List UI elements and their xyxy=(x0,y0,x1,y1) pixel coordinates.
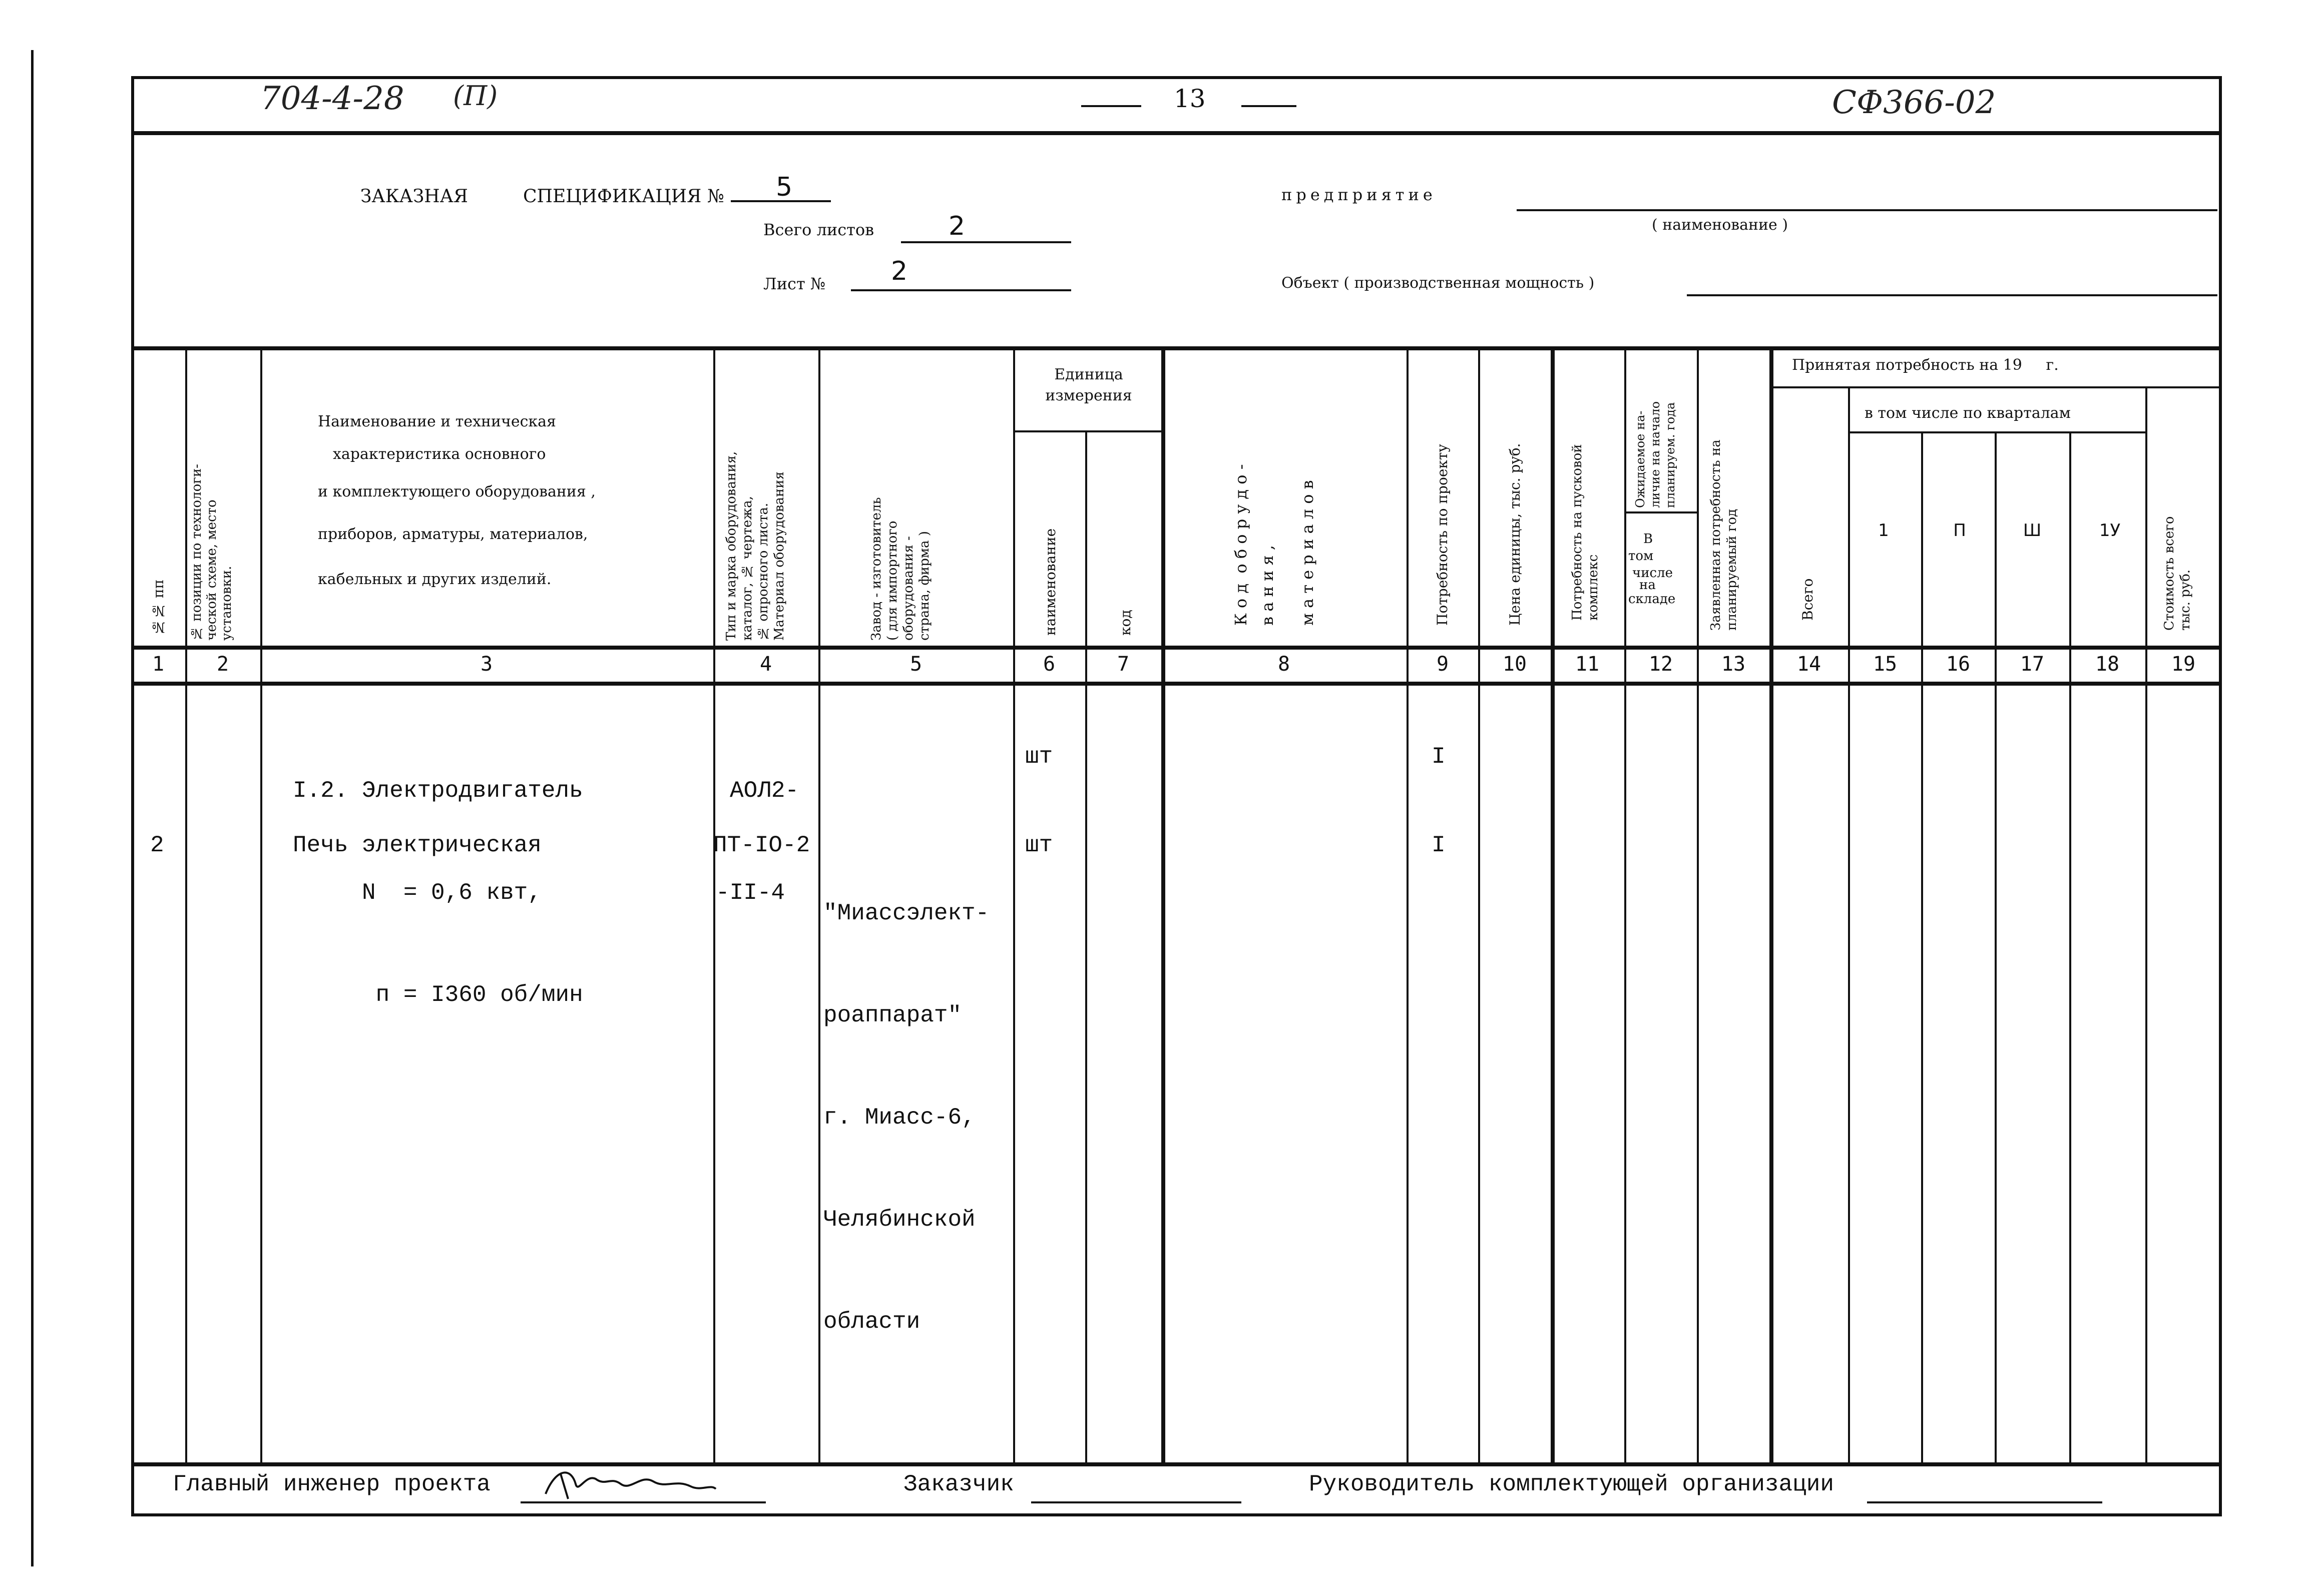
col-number-11: 11 xyxy=(1575,653,1600,676)
column-number-top-line xyxy=(131,646,2222,650)
col-header-12-top: Ожидаемое на- личие на начало планируем. года xyxy=(1633,401,1677,508)
row-1-name-line-3: п = I360 об/мин xyxy=(293,982,583,1008)
col-header-8a: К о д о б о р у д о - xyxy=(1231,464,1250,626)
c12-split-line xyxy=(1624,511,1697,513)
table-bottom-line xyxy=(131,1462,2222,1466)
col-header-19: Стоимость всего тыс. руб. xyxy=(2162,516,2193,631)
col-border-14 xyxy=(1848,386,1850,1464)
binding-margin-line xyxy=(31,50,34,1566)
col-number-3: 3 xyxy=(480,653,493,676)
customer-sign-line xyxy=(1031,1501,1241,1503)
row-2-maker-line-1: "Миассэлект- xyxy=(823,900,990,926)
total-sheets-label: Всего листов xyxy=(763,220,874,239)
total-sheets-value: 2 xyxy=(949,211,966,241)
col-border-6 xyxy=(1085,430,1087,1464)
col-header-3-line-5: кабельных и других изделий. xyxy=(318,571,552,588)
col-header-9: Потребность по проекту xyxy=(1434,444,1451,626)
col-border-10 xyxy=(1551,346,1555,1464)
c12-bottom-line-1: В xyxy=(1643,531,1653,547)
col-number-1: 1 xyxy=(152,653,165,676)
spec-number: 5 xyxy=(776,172,793,202)
col-number-5: 5 xyxy=(909,653,923,676)
col-header-3 xyxy=(318,398,596,603)
c12-bottom-line-2: том xyxy=(1628,549,1654,564)
col-number-7: 7 xyxy=(1117,653,1130,676)
col-number-8: 8 xyxy=(1277,653,1290,676)
col-header-12-bottom xyxy=(1628,530,1675,608)
supplier-head-sign-line xyxy=(1867,1501,2102,1503)
row-2-maker-line-3: г. Миасс-6, xyxy=(823,1105,976,1131)
c12-bottom-line-5: складе xyxy=(1628,592,1676,607)
c12-bottom-line-3: числе xyxy=(1632,566,1673,581)
col-header-3-line-3: и комплектующего оборудования , xyxy=(318,483,596,500)
col-header-5: Завод - изготовитель ( для импортного оборудования - страна, фирма ) xyxy=(869,497,932,641)
row-2-maker xyxy=(823,828,989,1373)
doc-code-right: СФ366-02 xyxy=(1832,84,1996,121)
col-number-16: 16 xyxy=(1946,653,1971,676)
col-border-1 xyxy=(185,346,187,1464)
table-top-line xyxy=(131,346,2222,350)
col-number-4: 4 xyxy=(759,653,772,676)
quarter-1-header: 1 xyxy=(1878,520,1889,541)
accepted-group-header: Принятая потребность на 19 г. xyxy=(1792,356,2059,374)
title-word: ЗАКАЗНАЯ xyxy=(360,186,468,207)
chief-engineer-label: Главный инженер проекта xyxy=(173,1471,491,1497)
supplier-head-label: Руководитель комплектующей организации xyxy=(1309,1471,1834,1497)
enterprise-label: предприятие xyxy=(1281,185,1437,204)
col-header-3-line-1: Наименование и техническая xyxy=(318,413,556,430)
page-number: 13 xyxy=(1174,84,1206,113)
row-2-qty: I xyxy=(1432,832,1446,858)
customer-label: Заказчик xyxy=(903,1471,1014,1497)
sheet-line xyxy=(851,289,1071,291)
doc-code-left: 704-4-28 xyxy=(260,80,404,117)
c12-bottom-line-4: на xyxy=(1639,578,1656,593)
row-2-maker-line-4: Челябинской xyxy=(823,1207,976,1233)
col-number-10: 10 xyxy=(1502,653,1527,676)
object-label: Объект ( производственная мощность ) xyxy=(1281,274,1595,292)
col-number-12: 12 xyxy=(1648,653,1673,676)
page-number-dash-right xyxy=(1241,105,1296,107)
quarter-4-header: 1У xyxy=(2099,520,2121,541)
col-header-3-line-4: приборов, арматуры, материалов, xyxy=(318,525,588,543)
col-number-15: 15 xyxy=(1873,653,1898,676)
quarter-2-header: П xyxy=(1953,520,1966,541)
total-sheets-line xyxy=(901,241,1071,243)
col-border-4 xyxy=(818,346,820,1464)
spec-label: СПЕЦИФИКАЦИЯ № xyxy=(523,186,724,207)
unit-group-line xyxy=(1013,430,1163,432)
col-border-17 xyxy=(2069,431,2071,1464)
col-border-12 xyxy=(1697,346,1699,1464)
quarters-group-line xyxy=(1848,431,2145,433)
col-header-8b: в а н и я , xyxy=(1258,545,1277,626)
col-border-2 xyxy=(260,346,262,1464)
col-border-5 xyxy=(1013,346,1015,1464)
col-header-10: Цена единицы, тыс. руб. xyxy=(1507,443,1523,626)
doc-code-left-suffix: (П) xyxy=(453,80,498,112)
row-2-maker-line-2: роаппарат" xyxy=(823,1002,962,1028)
row-2-unit: шт xyxy=(1025,832,1053,858)
unit-group-header xyxy=(1016,364,1161,406)
row-1-name xyxy=(293,706,583,1046)
col-header-2: № позиции по технологи- ческой схеме, место установки. xyxy=(189,464,234,641)
sheet-label: Лист № xyxy=(763,274,826,293)
col-border-3 xyxy=(713,346,715,1464)
row-1-unit: шт xyxy=(1025,744,1053,770)
col-border-9 xyxy=(1478,346,1480,1464)
row-1-qty: I xyxy=(1432,744,1446,770)
col-border-16 xyxy=(1995,431,1997,1464)
row-2-name: Печь электрическая xyxy=(293,832,542,858)
page-number-dash-left xyxy=(1081,105,1141,107)
col-border-13 xyxy=(1769,346,1773,1464)
col-header-14: Всего xyxy=(1799,578,1816,621)
object-line xyxy=(1687,294,2217,296)
unit-group-label: Единица измерения xyxy=(1045,366,1132,404)
col-number-18: 18 xyxy=(2095,653,2120,676)
row-1-name-line-2: N = 0,6 квт, xyxy=(293,880,542,906)
row-2-type: ПТ-IO-2 xyxy=(713,832,810,858)
col-border-18 xyxy=(2145,386,2147,1464)
sheet-value: 2 xyxy=(891,256,908,286)
col-header-8c: м а т е р и а л о в xyxy=(1298,480,1317,626)
chief-engineer-signature xyxy=(541,1464,721,1504)
quarter-3-header: Ш xyxy=(2023,520,2042,541)
col-border-7 xyxy=(1161,346,1165,1464)
column-number-bottom-line xyxy=(131,682,2222,686)
col-header-3-line-2: характеристика основного xyxy=(333,445,546,463)
row-1-name-line-1: I.2. Электродвигатель xyxy=(293,778,583,804)
col-border-8 xyxy=(1407,346,1409,1464)
col-header-11: Потребность на пусковой комплекс xyxy=(1570,444,1601,621)
col-number-19: 19 xyxy=(2171,653,2196,676)
col-number-9: 9 xyxy=(1436,653,1449,676)
stamp-row-divider xyxy=(131,131,2222,135)
col-header-7: код xyxy=(1117,610,1134,636)
col-number-2: 2 xyxy=(216,653,229,676)
accepted-group-line xyxy=(1769,386,2222,388)
enterprise-line xyxy=(1517,209,2217,211)
col-number-6: 6 xyxy=(1043,653,1056,676)
col-header-6: наименование xyxy=(1042,528,1059,636)
col-header-4: Тип и марка оборудования, каталог, № чертежа, № опросного листа. Материал оборудования xyxy=(724,451,787,641)
col-number-13: 13 xyxy=(1721,653,1746,676)
row-1-type-line-2: -II-4 xyxy=(716,880,785,906)
col-number-14: 14 xyxy=(1796,653,1821,676)
col-header-1: №№ пп xyxy=(150,579,167,636)
row-1-type-line-1: АОЛ2- xyxy=(730,778,799,804)
row-1-type xyxy=(716,706,799,944)
row-2-maker-line-5: области xyxy=(823,1309,920,1335)
spec-number-line xyxy=(731,200,831,202)
col-header-13: Заявленная потребность на планируемый год xyxy=(1708,439,1739,631)
col-border-11 xyxy=(1624,346,1626,1464)
quarters-group-header: в том числе по кварталам xyxy=(1865,404,2071,422)
col-number-17: 17 xyxy=(2020,653,2045,676)
col-border-15 xyxy=(1921,431,1923,1464)
enterprise-caption: ( наименование ) xyxy=(1652,216,1788,234)
row-2-num: 2 xyxy=(150,832,164,858)
